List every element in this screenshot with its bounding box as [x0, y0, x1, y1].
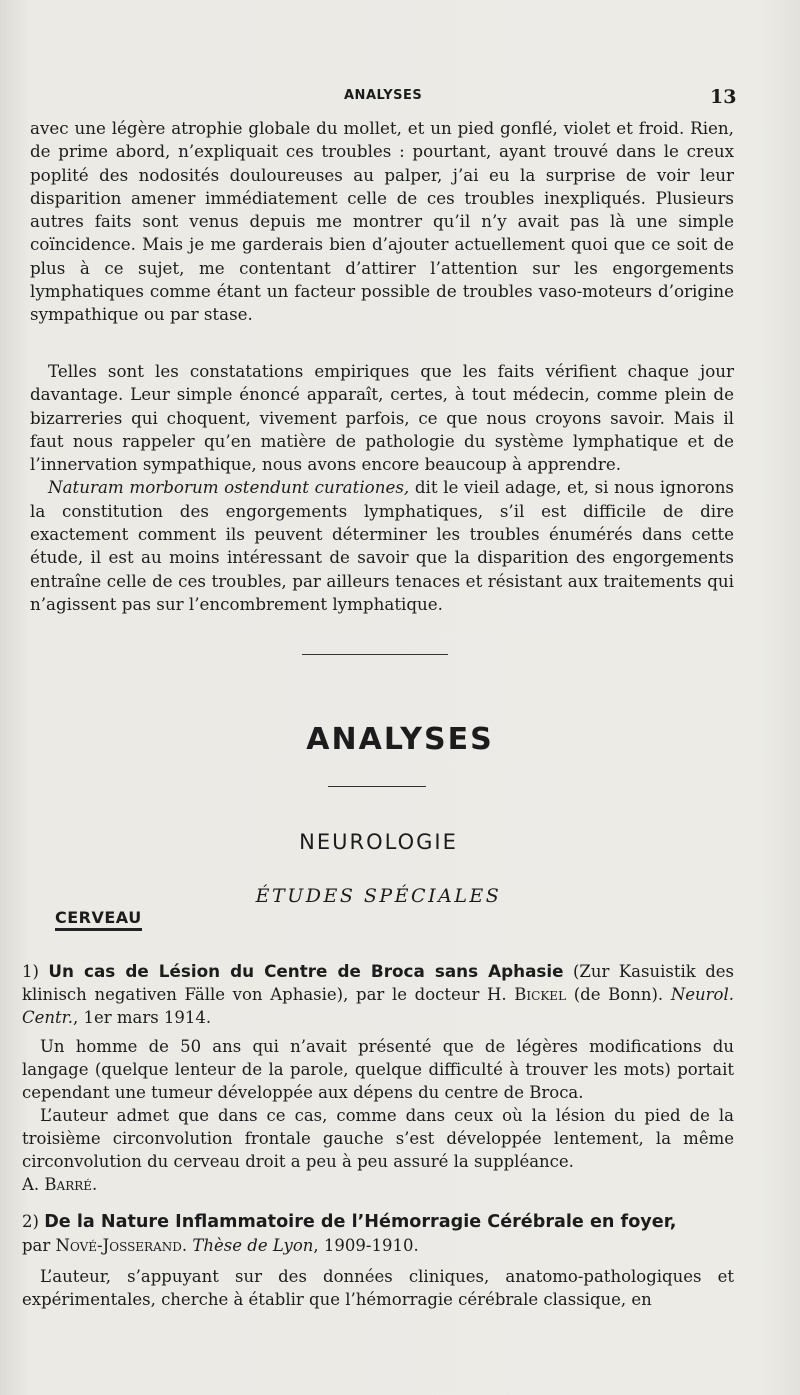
- category-heading: CERVEAU: [55, 908, 142, 931]
- entry-2-paragraph-1: L’auteur, s’appuyant sur des données cliniques, anatomo-pathologiques et expérimentales, cherche à établir que l’hémorragie cérébrale classique, en: [22, 1267, 734, 1309]
- entry-1-author: Bickel: [514, 985, 567, 1004]
- analysis-entry-1: [22, 960, 734, 1196]
- subsubsection-title: ÉTUDES SPÉCIALES: [255, 885, 502, 907]
- entry-1-reference: (Zur Kasuistik des klinisch negativen Fälle von Aphasie), par le docteur H.: [22, 962, 734, 1004]
- intro-text: [30, 117, 734, 327]
- intro-paragraph-2: Telles sont les constatations empiriques que les faits vérifient chaque jour davantage. Leur simple énoncé apparaît, certes, à tout médecin, comme plein de bizarreries qui choquent, vivement parfois, ce que nous croyons savoir. Mais il faut nous rappeler qu’en matière de pathologie du système lymphatique et de l’innervation sympathique, nous avons encore beaucoup à apprendre.: [30, 361, 734, 475]
- page-number: 13: [710, 86, 737, 108]
- running-title: ANALYSES: [344, 88, 423, 103]
- intro-conclusion: [30, 360, 734, 616]
- entry-1-title: Un cas de Lésion du Centre de Broca sans Aphasie: [48, 961, 564, 981]
- entry-1-date: , 1er mars 1914.: [72, 1008, 212, 1027]
- separator-rule: [302, 654, 448, 655]
- entry-1-paragraph-2: L’auteur admet que dans ce cas, comme dans ceux où la lésion du pied de la troisième circonvolution frontale gauche s’est développée lentement, la même circonvolution du cerveau droit a peu à peu assuré la suppléance.: [22, 1106, 734, 1171]
- entry-1-heading: [22, 960, 734, 1029]
- intro-paragraph-3: [30, 476, 734, 616]
- entry-2-reference: par Nové-Josserand. Thèse de Lyon, 1909-1910.: [22, 1236, 419, 1255]
- entry-2-journal: Thèse de Lyon: [192, 1236, 314, 1255]
- entry-2-date: , 1909-1910.: [313, 1236, 419, 1255]
- entry-1-signature: A. Barré.: [22, 1175, 98, 1194]
- analysis-entry-2: [22, 1210, 734, 1311]
- intro-paragraph-3-rest: dit le vieil adage, et, si nous ignorons la constitution des engorgements lymphatiques, s’il est difficile de dire exactement comment ils peuvent déterminer les troubles énumérés dans cette étude, il est au moins intéressant de savoir que la disparition des engorgements entraîne celle de ces troubles, par ailleurs tenaces et résistant aux traitements qui n’agissent pas sur l’encombrement lymphatique.: [30, 477, 734, 614]
- intro-paragraph-1: avec une légère atrophie globale du mollet, et un pied gonflé, violet et froid. Rien, de prime abord, n’expliquait ces troubles : pourtant, ayant trouvé dans le creux poplité des nodosités douloureuses au palper, j’ai eu la surprise de voir leur disparition amener immédiatement celle de ces troubles inexpliqués. Plusieurs autres faits sont venus depuis me montrer qu’il n’y avait pas là une simple coïncidence. Mais je me garderais bien d’ajouter actuellement quoi que ce soit de plus à ce sujet, me contentant d’attirer l’attention sur les engorgements lymphatiques comme étant un facteur possible de troubles vaso-moteurs d’origine sympathique ou par stase.: [30, 118, 734, 325]
- entry-1-journal: Neurol. Centr.: [22, 985, 734, 1027]
- entry-1-paragraph-1: Un homme de 50 ans qui n’avait présenté que de légères modifications du langage (quelque lenteur de la parole, quelque difficulté à trouver les mots) portait cependant une tumeur développée aux dépens du centre de Broca.: [22, 1037, 734, 1102]
- entry-1-reference-end: (de Bonn).: [566, 985, 664, 1004]
- entry-2-title: De la Nature Inflammatoire de l’Hémorragie Cérébrale en foyer,: [44, 1212, 677, 1232]
- section-title: ANALYSES: [306, 722, 494, 757]
- entry-2-author: Nové-Josserand: [55, 1236, 182, 1255]
- entry-2-number: 2): [22, 1212, 39, 1231]
- entry-2-heading: [22, 1210, 734, 1234]
- latin-adage: Naturam morborum ostendunt curationes,: [48, 477, 410, 498]
- section-title-underline: [328, 786, 426, 787]
- entry-1-number: 1): [22, 962, 39, 981]
- running-head: [0, 86, 800, 110]
- subsection-title: NEUROLOGIE: [299, 830, 458, 854]
